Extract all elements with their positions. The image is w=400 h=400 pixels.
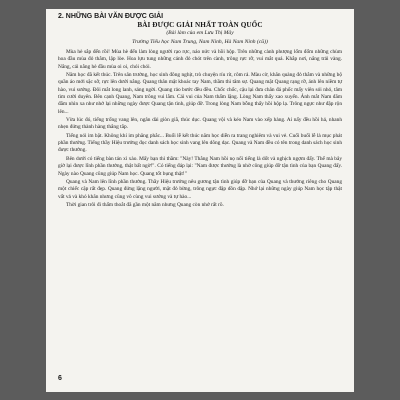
page-number: 6	[58, 375, 62, 382]
author-line: (Bài làm của em Lưu Thị Mây	[166, 30, 234, 36]
paragraph: Vừa lúc đó, tiếng trống vang lên, ngân dài giòn giã, thúc dục. Quang vội và kéo Nam vào xếp hàng. Ai nấy đều hồi hả, nhanh nhẹn đứng thành hàng thẳng tắp.	[58, 117, 342, 131]
paragraph: Thời gian trôi đi thấm thoắt đã gần một năm nhưng Quang còn nhớ rất rõ.	[66, 201, 224, 208]
essay-title: BÀI ĐƯỢC GIẢI NHẤT TOÀN QUỐC	[137, 21, 263, 29]
paragraph: Mùa hè sắp đến rồi! Mùa hè đến làm lòng người rạo rực, náo nức và hồi hộp. Trên những cành phượng lốm đốm những chùm hoa đầu mùa đỏ thắm, lập lòe. Hoa lựu tung những cánh đỏ chót trên cành, trông rực rỡ, vui mắt quá. Khắp nơi, nắng trải vàng. Nắng, cái nắng hè đầu mùa oi oi, chói chói.	[58, 49, 342, 70]
school-line: Trường Tiểu học Nam Trung, Nam Ninh, Hà Nam Ninh (cũ))	[132, 38, 268, 45]
paragraph: Quang và Nam lên lĩnh phần thưởng. Thầy Hiệu trưởng nêu gương tận tình giúp đỡ bạn của Quang và thưởng riêng cho Quang một chiếc cặp rất đẹp. Quang đứng lặng người, mặt đỏ bừng, trông ngực đập dồn dập. Nhớ lại những ngày giúp Nam học tập thật vất vả và khó khăn nhưng cũng vô cùng vui sướng và tự hào...	[58, 178, 342, 200]
paragraph: Năm học đã kết thúc. Trên sân trường, học sinh đông nghịt, trò chuyện ríu rít, rôm rả. Màu cờ, khăn quàng đỏ thắm và những bộ quần áo mới sặc sỡ, rực lên dưới nắng. Quang thân mật khoác tay Nam, thầm thì tâm sự. Quang mặt Quang rạng rỡ, ánh lên niềm tự hào, vui sướng. Đôi mắt long lanh, sáng ngời. Quang rảo bước đều đều. Chốc chốc, cậu lại đưa chân đá phốc mấy viên sỏi nhỏ, tâm tìm cười duyên. Bên cạnh Quang, Nam trông vui lắm. Cái vui của Nam thấm lặng. Lòng Nam thấy xao xuyến. Ánh mắt Nam đăm đắm nhìn xa như nhớ lại những ngày được Quang tận tình, giúp đỡ. Trong lòng Nam bỗng thấy hồi hộp lạ. Trông ngực như đập rộn lên...	[58, 72, 342, 115]
section-title: 2. NHỮNG BÀI VĂN ĐƯỢC GIẢI	[58, 13, 164, 20]
paragraph: Tiếng nói im bặt. Không khí im phăng phắc... Buổi lễ kết thúc năm học diễn ra trang nghiêm và vui vẻ. Cuối buổi lễ là mục phát phần thưởng. Tiếng thầy Hiệu trưởng đọc danh sách học sinh vang lên dõng dạc. Quang và Nam đều có tên trong danh sách học sinh được thưởng.	[58, 132, 342, 154]
paragraph: Bên dưới có tiếng bàn tán xì xào. Mấy bạn thì thầm: "Này! Thằng Nam hồi nọ nổi tiếng là dốt và nghịch ngợm đấy. Thế mà bây giờ lại được lĩnh phần thưởng, thật bất ngờ!". Có tiếng đáp lại: "Nam được thưởng là nhờ công giúp đỡ tận tình của bạn Quang đấy. Ngày nào Quang cũng giúp Nam học. Quang tốt bụng thật!"	[58, 155, 342, 177]
book-page	[46, 9, 354, 392]
essay-body	[58, 49, 342, 209]
